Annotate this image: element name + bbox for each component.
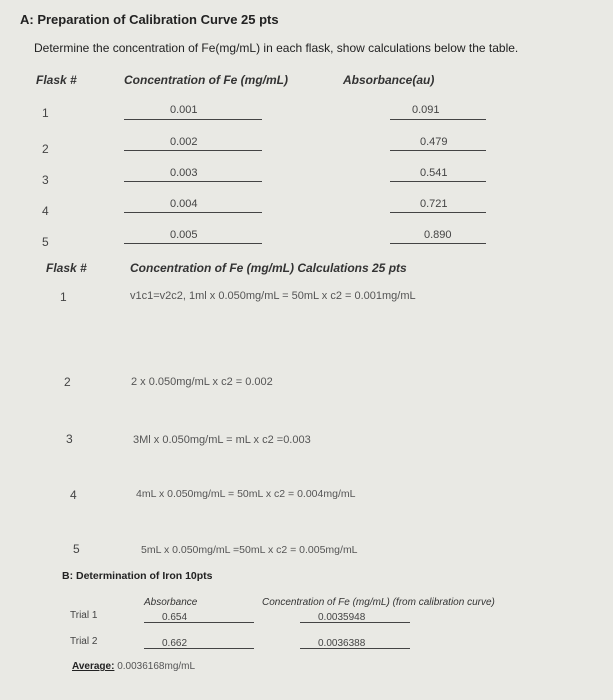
flask-number: 5 [73, 542, 80, 556]
absorbance-value: 0.479 [420, 136, 448, 148]
blank-line [390, 212, 486, 213]
blank-line [124, 181, 262, 182]
trial-concentration-header: Concentration of Fe (mg/mL) (from calibration curve) [262, 597, 495, 608]
flask-number: 4 [42, 204, 49, 218]
average-label: Average: [72, 661, 115, 672]
trial-absorbance: 0.662 [162, 638, 188, 649]
blank-line [390, 119, 486, 120]
blank-line [124, 243, 262, 244]
flask-number: 3 [42, 173, 49, 187]
absorbance-value: 0.091 [412, 104, 440, 116]
calculation-text: 2 x 0.050mg/mL x c2 = 0.002 [131, 376, 273, 388]
blank-line [124, 150, 262, 151]
concentration-value: 0.002 [170, 136, 198, 148]
trial-concentration: 0.0036388 [318, 638, 366, 649]
calculation-text: 4mL x 0.050mg/mL = 50mL x c2 = 0.004mg/mL [136, 488, 356, 500]
flask-header-2: Flask # [46, 261, 87, 275]
flask-number: 1 [42, 106, 49, 120]
blank-line [124, 119, 262, 120]
absorbance-header: Absorbance(au) [343, 73, 435, 87]
flask-header: Flask # [36, 73, 77, 87]
calculation-text: v1c1=v2c2, 1ml x 0.050mg/mL = 50mL x c2 = 0.001mg/mL [130, 290, 416, 302]
calculations-header: Concentration of Fe (mg/mL) Calculations 25 pts [130, 261, 407, 275]
blank-line [390, 243, 486, 244]
concentration-value: 0.001 [170, 104, 198, 116]
concentration-value: 0.005 [170, 229, 198, 241]
section-b-title: B: Determination of Iron 10pts [62, 570, 213, 582]
trial-absorbance: 0.654 [162, 612, 188, 623]
flask-number: 1 [60, 290, 67, 304]
concentration-header: Concentration of Fe (mg/mL) [124, 73, 288, 87]
flask-number: 4 [70, 488, 77, 502]
calculation-text: 5mL x 0.050mg/mL =50mL x c2 = 0.005mg/mL [141, 544, 358, 556]
flask-number: 5 [42, 235, 49, 249]
calculation-text: 3Ml x 0.050mg/mL = mL x c2 =0.003 [133, 434, 311, 446]
trial-absorbance-header: Absorbance [144, 597, 198, 608]
absorbance-value: 0.541 [420, 167, 448, 179]
flask-number: 2 [42, 142, 49, 156]
blank-line [390, 181, 486, 182]
blank-line [144, 648, 254, 649]
flask-number: 3 [66, 432, 73, 446]
absorbance-value: 0.890 [424, 229, 452, 241]
blank-line [144, 622, 254, 623]
average-row [72, 661, 195, 672]
instruction-text: Determine the concentration of Fe(mg/mL) in each flask, show calculations below the table. [34, 41, 519, 55]
average-value: 0.0036168mg/mL [117, 661, 196, 672]
section-a-title: A: Preparation of Calibration Curve 25 pts [20, 12, 279, 27]
blank-line [124, 212, 262, 213]
flask-number: 2 [64, 375, 71, 389]
trial-concentration: 0.0035948 [318, 612, 366, 623]
concentration-value: 0.004 [170, 198, 198, 210]
absorbance-value: 0.721 [420, 198, 448, 210]
trial-label: Trial 1 [70, 610, 98, 621]
trial-label: Trial 2 [70, 636, 98, 647]
blank-line [390, 150, 486, 151]
concentration-value: 0.003 [170, 167, 198, 179]
